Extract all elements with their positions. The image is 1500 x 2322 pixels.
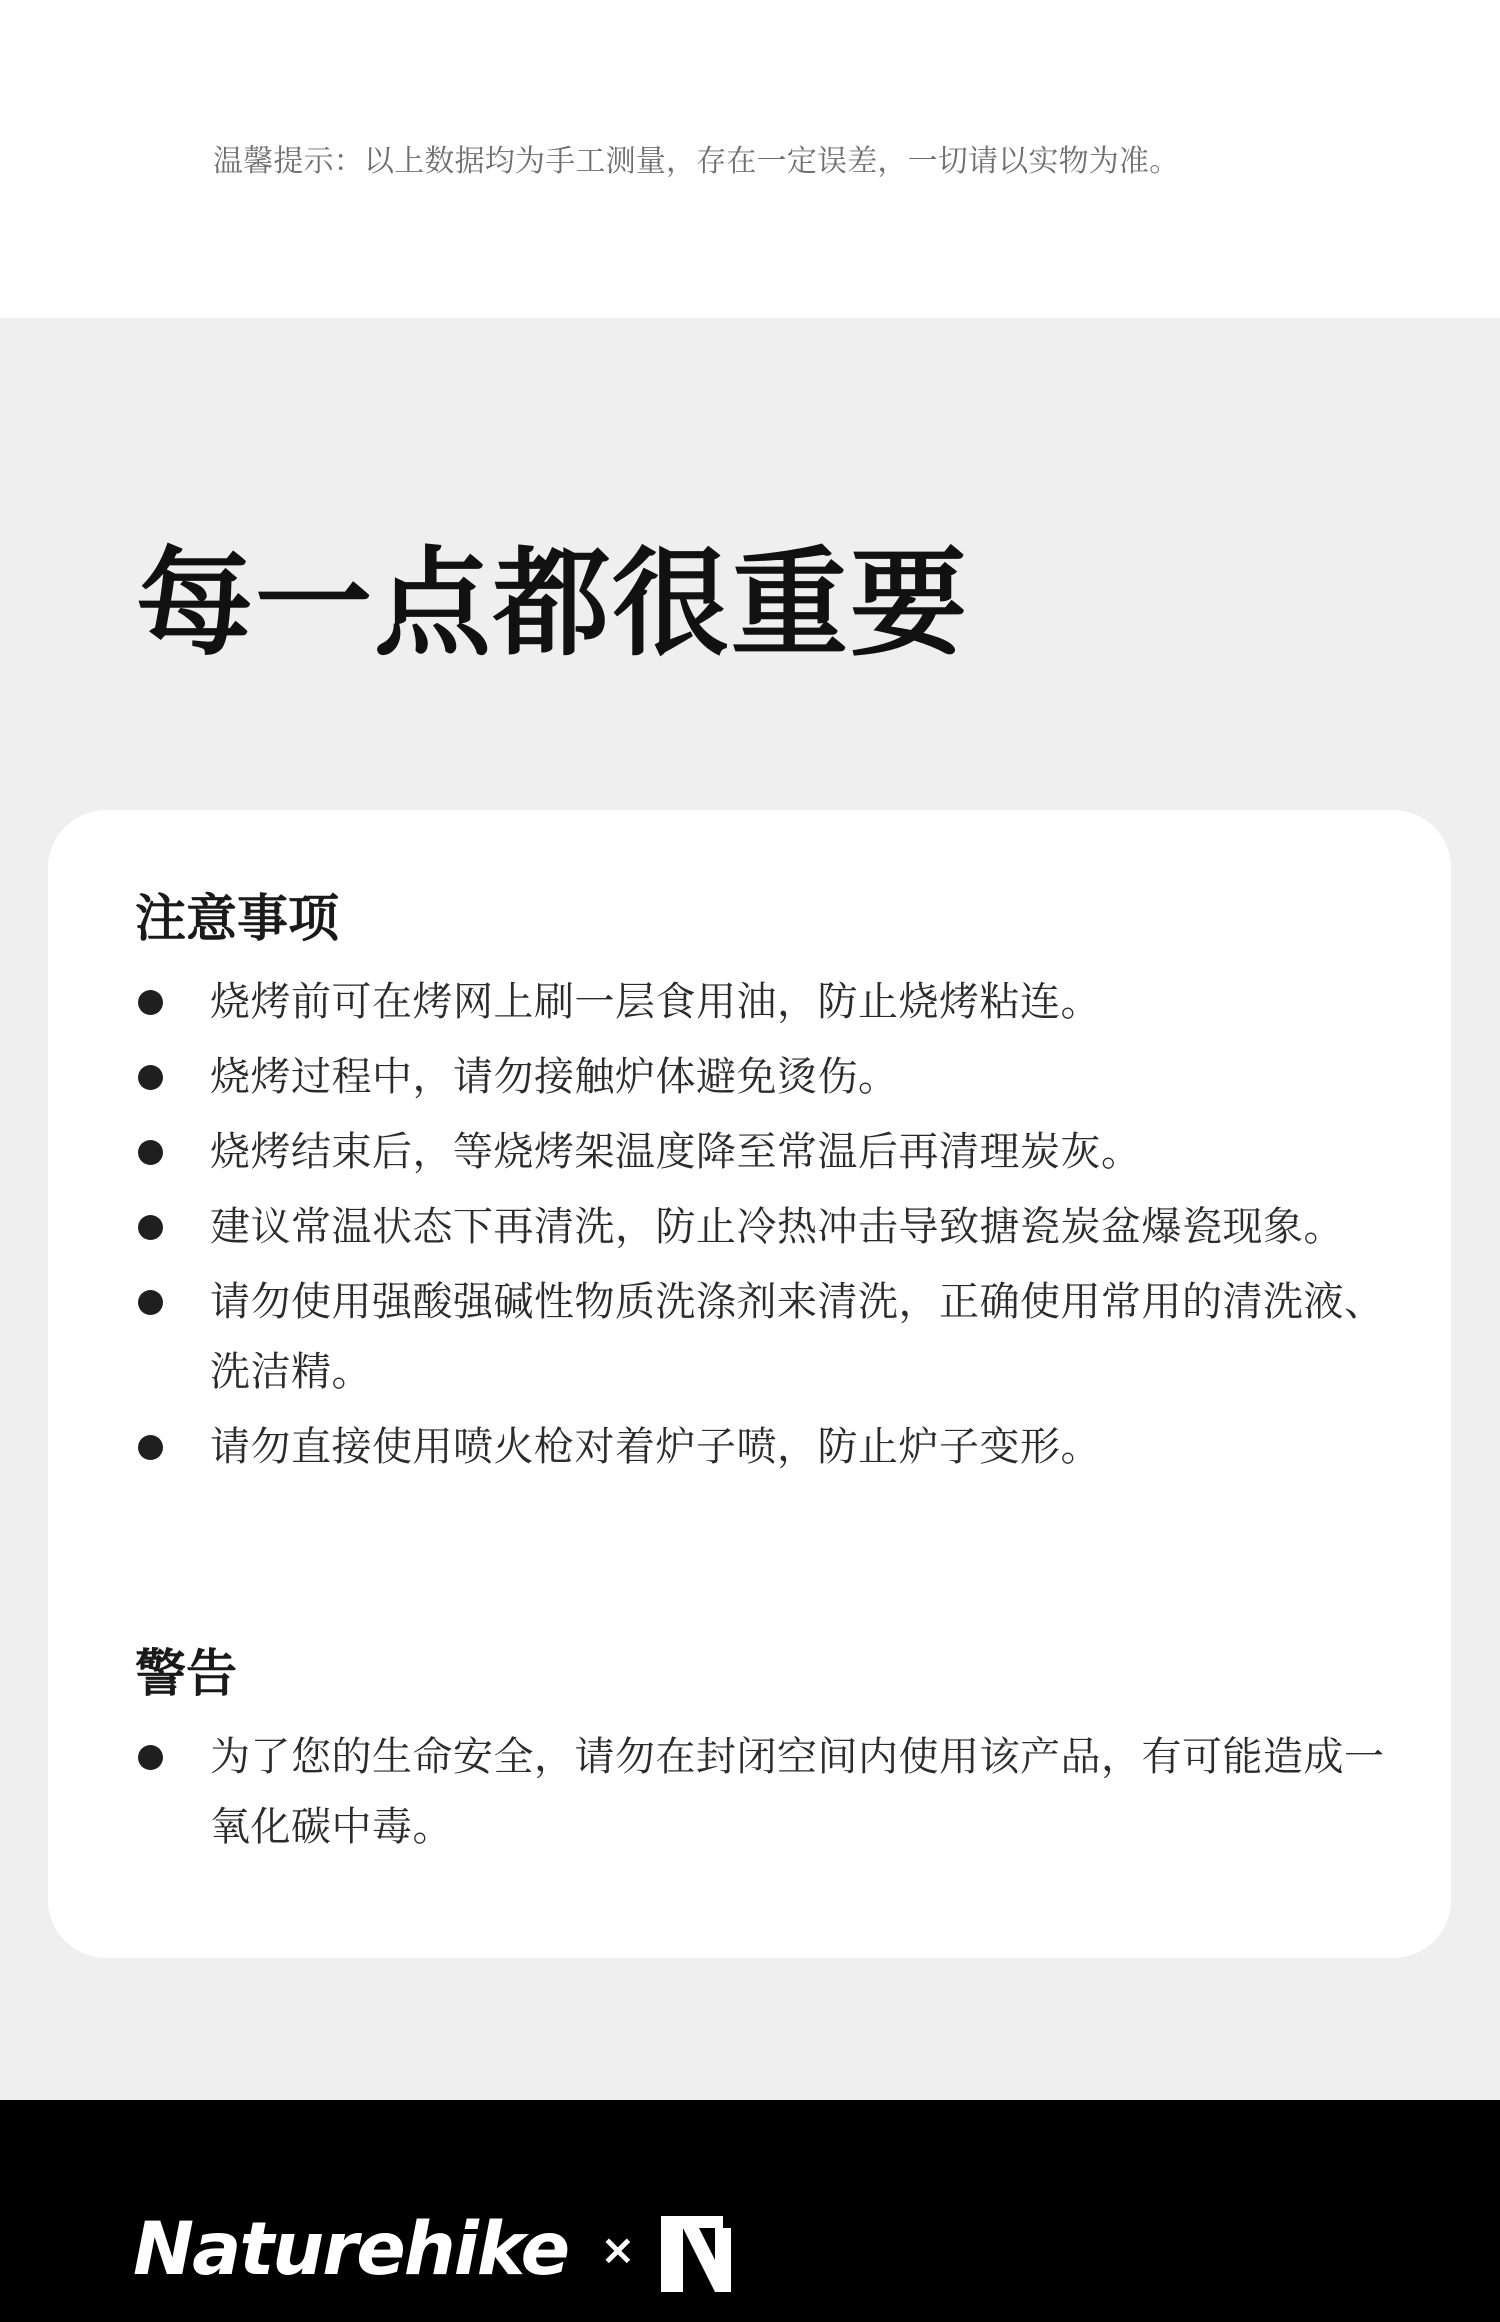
collaboration-separator: ×: [600, 2225, 636, 2274]
notes-list: [135, 967, 1395, 1482]
list-item-text: 烧烤结束后，等烧烤架温度降至常温后再清理炭灰。: [210, 1129, 1142, 1175]
brand-logo: [133, 2200, 731, 2300]
brand-name: Naturehike: [133, 2207, 569, 2292]
list-item: [135, 1192, 1395, 1262]
list-item-text: 为了您的生命安全，请勿在封闭空间内使用该产品，有可能造成一氧化碳中毒。: [210, 1734, 1385, 1850]
list-item: [135, 1412, 1395, 1482]
bullet-dot-icon: [138, 1140, 163, 1165]
warning-title: 警告: [135, 1645, 238, 1704]
partner-logo-icon: [661, 2216, 731, 2292]
notes-title: 注意事项: [135, 890, 340, 949]
list-item-text: 请勿直接使用喷火枪对着炉子喷，防止炉子变形。: [210, 1424, 1101, 1470]
bullet-dot-icon: [138, 990, 163, 1015]
brand-footer: [0, 2100, 1500, 2322]
bullet-dot-icon: [138, 1435, 163, 1460]
list-item-text: 烧烤过程中，请勿接触炉体避免烫伤。: [210, 1054, 899, 1100]
list-item: [135, 1722, 1395, 1862]
measurement-notice: 温馨提示：以上数据均为手工测量，存在一定误差，一切请以实物为准。: [213, 144, 1180, 179]
important-info-section: [0, 318, 1500, 2100]
top-notice-area: [0, 0, 1500, 318]
notes-section: [135, 888, 1395, 1487]
bullet-dot-icon: [138, 1215, 163, 1240]
warning-list: [135, 1722, 1395, 1862]
notice-card: [48, 810, 1451, 1958]
list-item-text: 烧烤前可在烤网上刷一层食用油，防止烧烤粘连。: [210, 979, 1101, 1025]
bullet-dot-icon: [138, 1290, 163, 1315]
list-item-text: 请勿使用强酸强碱性物质洗涤剂来清洗，正确使用常用的清洗液、洗洁精。: [210, 1279, 1385, 1395]
list-item: [135, 1117, 1395, 1187]
list-item: [135, 967, 1395, 1037]
list-item: [135, 1042, 1395, 1112]
page-title: 每一点都很重要: [136, 535, 970, 672]
list-item-text: 建议常温状态下再清洗，防止冷热冲击导致搪瓷炭盆爆瓷现象。: [210, 1204, 1344, 1250]
warning-section: [135, 1643, 1395, 1867]
list-item: [135, 1267, 1395, 1407]
bullet-dot-icon: [138, 1065, 163, 1090]
bullet-dot-icon: [138, 1745, 163, 1770]
